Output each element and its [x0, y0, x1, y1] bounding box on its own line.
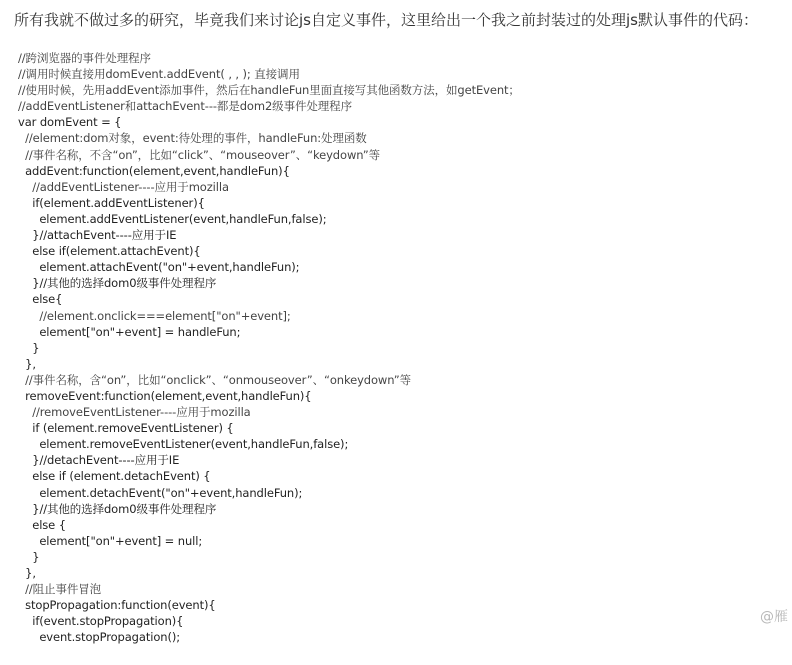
code-line: }//其他的选择dom0级事件处理程序: [18, 276, 217, 291]
code-line: if(event.stopPropagation){: [18, 614, 184, 629]
code-line: //使用时候，先用addEvent添加事件，然后在handleFun里面直接写其他函数方法，如getEvent；: [18, 83, 520, 98]
code-line: else {: [18, 517, 66, 532]
code-line: }//detachEvent----应用于IE: [18, 453, 180, 468]
code-line: else if(element.attachEvent){: [18, 244, 201, 259]
code-line: stopPropagation:function(event){: [18, 598, 216, 613]
code-line: element.attachEvent("on"+event,handleFun);: [18, 260, 300, 275]
code-line: }//attachEvent----应用于IE: [18, 228, 177, 243]
intro-paragraph: 所有我就不做过多的研究，毕竟我们来讨论js自定义事件，这里给出一个我之前封装过的处理js默认事件的代码：: [14, 11, 758, 29]
code-line: //阻止事件冒泡: [18, 582, 102, 597]
code-line: },: [18, 356, 36, 371]
code-line: if(element.addEventListener){: [18, 195, 205, 210]
code-block: [0, 34, 792, 665]
code-line: element["on"+event] = null;: [18, 533, 203, 548]
code-line: //调用时候直接用domEvent.addEvent( , , ); 直接调用: [18, 67, 300, 82]
code-line: //element:dom对象，event:待处理的事件，handleFun:处理函数: [18, 131, 367, 146]
code-line: element.removeEventListener(event,handleFun,false);: [18, 437, 349, 452]
code-line: //element.onclick===element["on"+event];: [18, 308, 291, 323]
code-line: //addEventListener和attachEvent---都是dom2级事件处理程序: [18, 99, 352, 114]
code-line: addEvent:function(element,event,handleFun){: [18, 163, 290, 178]
code-line: //事件名称，不含“on”，比如“click”、“mouseover”、“keydown”等: [18, 147, 381, 162]
code-line: //removeEventListener----应用于mozilla: [18, 405, 251, 420]
code-line: }: [18, 340, 40, 355]
code-line: event.stopPropagation();: [18, 630, 180, 645]
code-line: }//其他的选择dom0级事件处理程序: [18, 501, 217, 516]
code-line: }: [18, 549, 40, 564]
code-line: //事件名称，含“on”，比如“onclick”、“onmouseover”、“onkeydown”等: [18, 372, 412, 387]
code-line: //跨浏览器的事件处理程序: [18, 51, 151, 65]
code-line: else if (element.detachEvent) {: [18, 469, 211, 484]
code-line: else{: [18, 292, 63, 307]
code-line: element.detachEvent("on"+event,handleFun);: [18, 485, 303, 500]
code-line: removeEvent:function(element,event,handleFun){: [18, 388, 312, 403]
code-line: if (element.removeEventListener) {: [18, 421, 234, 436]
watermark: @雁: [760, 609, 788, 625]
code-line: element["on"+event] = handleFun;: [18, 324, 241, 339]
code-line: element.addEventListener(event,handleFun,false);: [18, 211, 327, 226]
code-line: },: [18, 566, 36, 580]
code-lines: [18, 50, 520, 645]
code-line: var domEvent = {: [18, 115, 122, 130]
code-line: //addEventListener----应用于mozilla: [18, 179, 229, 194]
